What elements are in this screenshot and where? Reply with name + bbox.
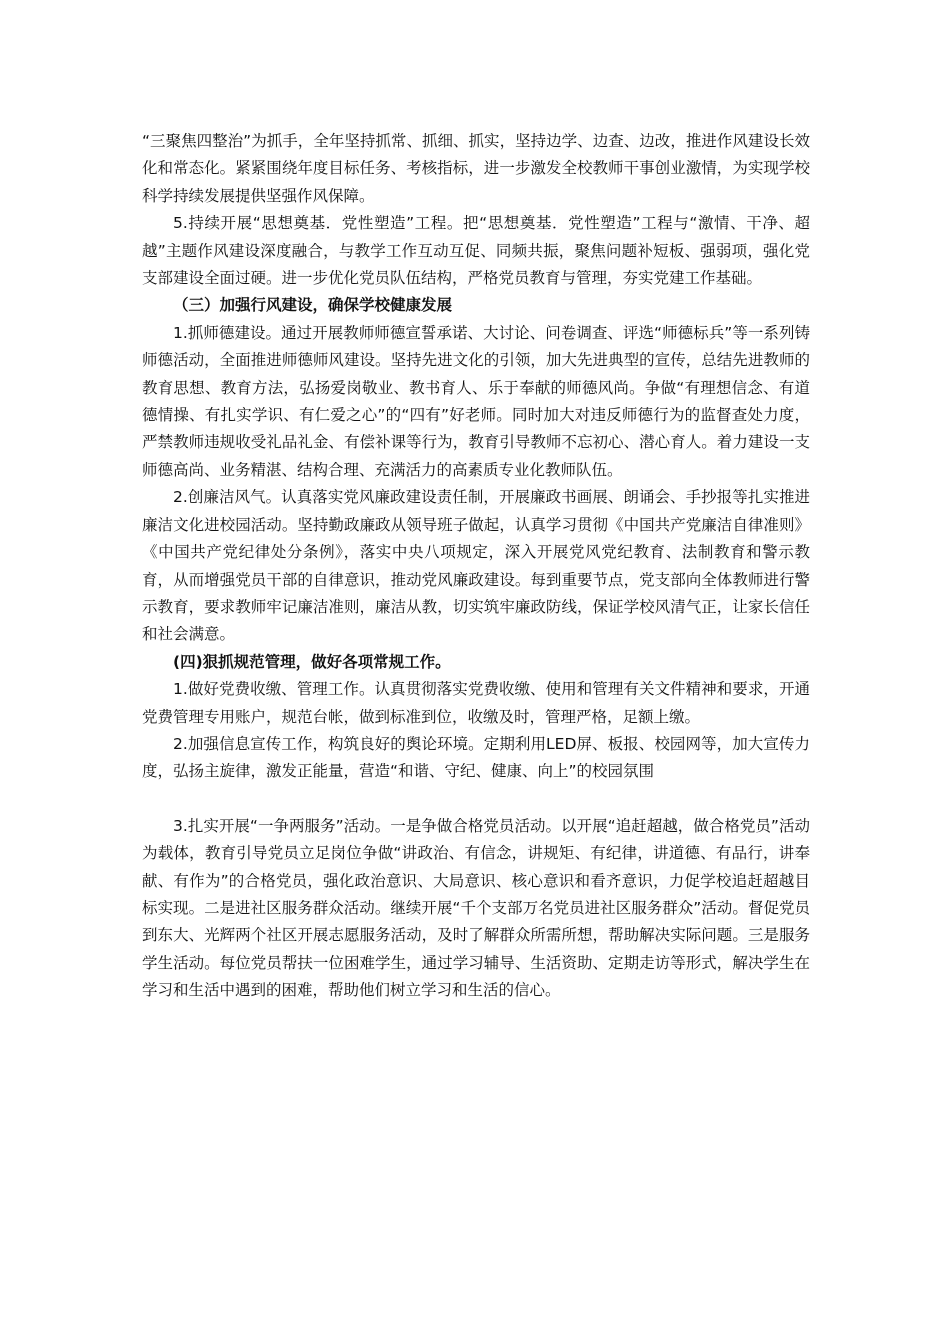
paragraph-item-5-thought-foundation: 5.持续开展“思想奠基．党性塑造”工程。把“思想奠基．党性塑造”工程与“激情、干净、超越”主题作风建设深度融合，与教学工作互动互促、同频共振，聚焦问题补短板、强弱项，强化党支部建设全面过硬。进一步优化党员队伍结构，严格党员教育与管理，夯实党建工作基础。: [142, 214, 810, 288]
blank-line: [142, 786, 810, 813]
section-heading-3: （三）加强行风建设，确保学校健康发展: [173, 296, 453, 315]
paragraph-clean-government: 2.创廉洁风气。认真落实党风廉政建设责任制，开展廉政书画展、朗诵会、手抄报等扎实推进廉洁文化进校园活动。坚持勤政廉政从领导班子做起，认真学习贯彻《中国共产党廉洁自律准则》《中国共产党纪律处分条例》，落实中央八项规定，深入开展党风党纪教育、法制教育和警示教育，从而增强党员干部的自律意识，推动党风廉政建设。每到重要节点，党支部向全体教师进行警示教育，要求教师牢记廉洁准则，廉洁从教，切实筑牢廉政防线，保证学校风清气正，让家长信任和社会满意。: [142, 488, 810, 644]
paragraph-work-style-continuation: “三聚焦四整治”为抓手，全年坚持抓常、抓细、抓实，坚持边学、边查、边改，推进作风建设长效化和常态化。紧紧围绕年度目标任务、考核指标，进一步激发全校教师干事创业激情，为实现学校科学持续发展提供坚强作风保障。: [142, 132, 810, 205]
paragraph-one-strive-two-serve: 3.扎实开展“一争两服务”活动。一是争做合格党员活动。以开展“追赶超越，做合格党员”活动为载体，教育引导党员立足岗位争做“讲政治、有信念，讲规矩、有纪律，讲道德、有品行，讲奉献、有作为”的合格党员，强化政治意识、大局意识、核心意识和看齐意识，力促学校追赶超越目标实现。二是进社区服务群众活动。继续开展“千个支部万名党员进社区服务群众”活动。督促党员到东大、光辉两个社区开展志愿服务活动，及时了解群众所需所想，帮助解决实际问题。三是服务学生活动。每位党员帮扶一位困难学生，通过学习辅导、生活资助、定期走访等形式，解决学生在学习和生活中遇到的困难，帮助他们树立学习和生活的信心。: [142, 816, 810, 1000]
paragraph-information-publicity: 2.加强信息宣传工作，构筑良好的舆论环境。定期利用LED屏、板报、校园网等，加大宣传力度，弘扬主旋律，激发正能量，营造“和谐、守纪、健康、向上”的校园氛围: [142, 734, 810, 781]
paragraph-teacher-ethics: 1.抓师德建设。通过开展教师师德宣誓承诺、大讨论、问卷调查、评选“师德标兵”等一系列铸师德活动，全面推进师德师风建设。坚持先进文化的引领，加大先进典型的宣传，总结先进教师的教育思想、教育方法，弘扬爱岗敬业、教书育人、乐于奉献的师德风尚。争做“有理想信念、有道德情操、有扎实学识、有仁爱之心”的“四有”好老师。同时加大对违反师德行为的监督查处力度，严禁教师违规收受礼品礼金、有偿补课等行为，教育引导教师不忘初心、潜心育人。着力建设一支师德高尚、业务精湛、结构合理、充满活力的高素质专业化教师队伍。: [142, 323, 810, 479]
document-page: [142, 128, 810, 1005]
section-heading-4: (四)狠抓规范管理，做好各项常规工作。: [173, 652, 451, 671]
paragraph-party-dues: 1.做好党费收缴、管理工作。认真贯彻落实党费收缴、使用和管理有关文件精神和要求，开通党费管理专用账户，规范台帐，做到标准到位，收缴及时，管理严格，足额上缴。: [142, 680, 810, 726]
